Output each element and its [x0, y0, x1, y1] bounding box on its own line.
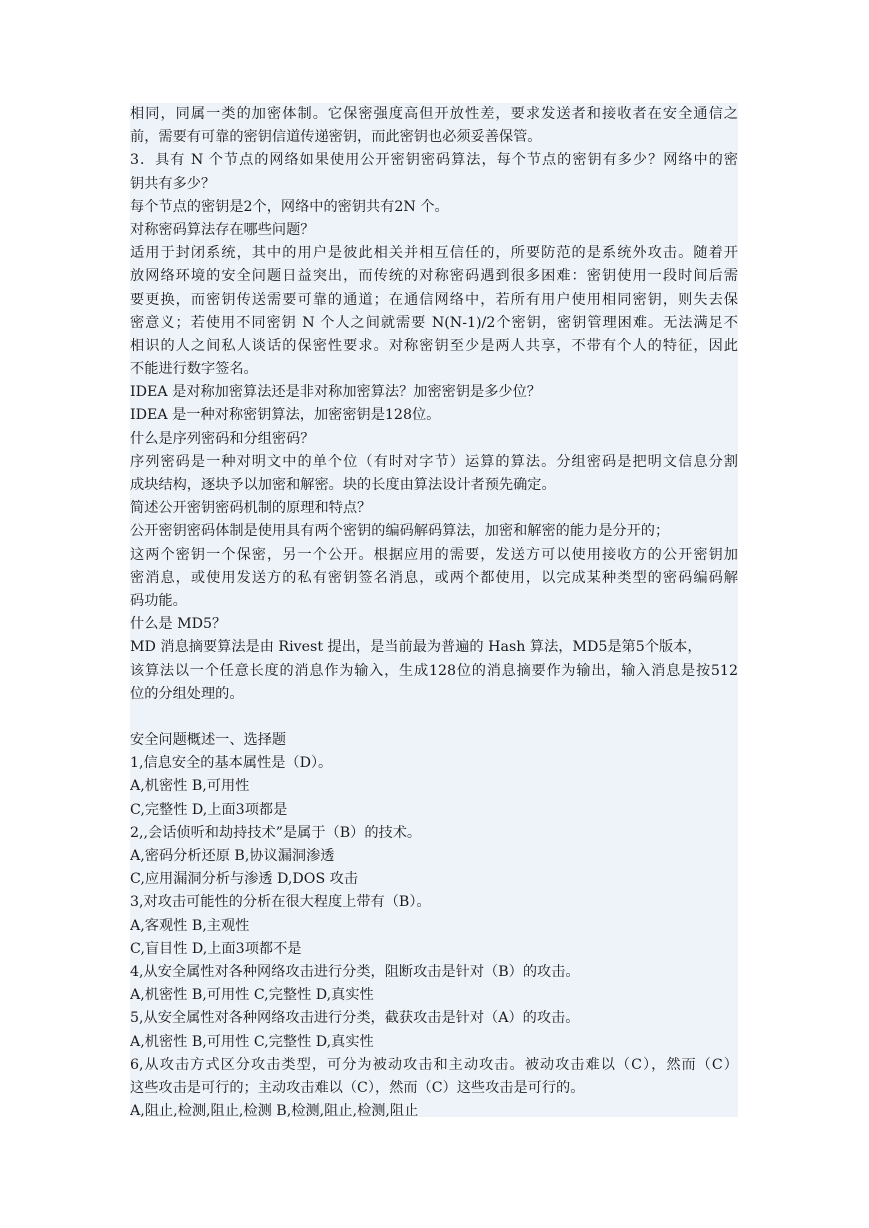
text-line: 3,对攻击可能性的分析在很大程度上带有（B）。: [130, 894, 431, 911]
text-line: C,盲目性 D,上面3项都不是: [130, 940, 302, 957]
text-line: 什么是序列密码和分组密码？: [130, 430, 315, 447]
text-line: 5,从安全属性对各种网络攻击进行分类，截获攻击是针对（A）的攻击。: [130, 1010, 580, 1027]
text-line: 要更换，而密钥传送需要可靠的通道；在通信网络中，若所有用户使用相同密钥，则失去保: [130, 291, 738, 308]
text-line: 密消息，或使用发送方的私有密钥签名消息，或两个都使用，以完成某种类型的密码编码解: [130, 569, 738, 586]
text-line: 码功能。: [130, 592, 187, 609]
text-line: 位的分组处理的。: [130, 685, 244, 702]
text-line: 相同，同属一类的加密体制。它保密强度高但开放性差，要求发送者和接收者在安全通信之: [130, 106, 738, 122]
text-line: 1,信息安全的基本属性是（D）。: [130, 755, 333, 772]
document-page: [130, 103, 738, 1117]
text-line: IDEA 是一种对称密钥算法，加密密钥是128位。: [130, 407, 441, 424]
text-line: 4,从安全属性对各种网络攻击进行分类，阻断攻击是针对（B）的攻击。: [130, 963, 580, 980]
text-line: C,应用漏洞分析与渗透 D,DOS 攻击: [130, 871, 359, 888]
text-line: IDEA 是对称加密算法还是非对称加密算法？加密密钥是多少位？: [130, 384, 541, 401]
text-line: 这些攻击是可行的；主动攻击难以（C），然而（C）这些攻击是可行的。: [130, 1079, 585, 1096]
text-line: A,密码分析还原 B,协议漏洞渗透: [130, 848, 335, 864]
text-line: A,机密性 B,可用性 C,完整性 D,真实性: [130, 1033, 374, 1050]
text-line: 6,从攻击方式区分攻击类型，可分为被动攻击和主动攻击。被动攻击难以（C），然而（C）: [130, 1056, 738, 1073]
text-line: 不能进行数字签名。: [130, 361, 258, 378]
text-line: 密意义；若使用不同密钥 N 个人之间就需要 N(N-1)/2个密钥，密钥管理困难。无法满足不: [130, 314, 738, 331]
text-line: MD 消息摘要算法是由 Rivest 提出，是当前最为普遍的 Hash 算法，MD5是第5个版本，: [130, 639, 702, 656]
text-line: 序列密码是一种对明文中的单个位（有时对字节）运算的算法。分组密码是把明文信息分割: [130, 453, 738, 470]
text-line: 前，需要有可靠的密钥信道传递密钥，而此密钥也必须妥善保管。: [130, 129, 542, 146]
text-line: 简述公开密钥密码机制的原理和特点？: [130, 500, 372, 517]
text-line: 适用于封闭系统，其中的用户是彼此相关并相互信任的，所要防范的是系统外攻击。随着开: [130, 245, 738, 262]
text-line: A,客观性 B,主观性: [130, 917, 250, 934]
text-line: A,机密性 B,可用性: [130, 778, 250, 795]
text-line: 该算法以一个任意长度的消息作为输入，生成128位的消息摘要作为输出，输入消息是按512: [130, 662, 738, 679]
text-line: 什么是 MD5？: [130, 616, 227, 633]
text-line: C,完整性 D,上面3项都是: [130, 801, 288, 818]
text-line: 公开密钥密码体制是使用具有两个密钥的编码解码算法，加密和解密的能力是分开的；: [130, 523, 670, 540]
text-line: 钥共有多少？: [130, 175, 216, 192]
text-line: 放网络环境的安全问题日益突出，而传统的对称密码遇到很多困难：密钥使用一段时间后需: [130, 268, 738, 285]
text-line: 这两个密钥一个保密，另一个公开。根据应用的需要，发送方可以使用接收方的公开密钥加: [130, 546, 738, 563]
text-line: 对称密码算法存在哪些问题？: [130, 221, 315, 238]
text-line: 3．具有 N 个节点的网络如果使用公开密钥密码算法，每个节点的密钥有多少？网络中的密: [130, 152, 738, 169]
blank-line: [130, 706, 738, 729]
text-line: 成块结构，逐块予以加密和解密。块的长度由算法设计者预先确定。: [130, 477, 556, 493]
text-line: 2,,会话侦听和劫持技术”是属于（B）的技术。: [130, 824, 422, 841]
text-line: 每个节点的密钥是2个，网络中的密钥共有2N 个。: [130, 198, 449, 215]
text-line: 安全问题概述一、选择题: [130, 732, 287, 749]
text-line: A,机密性 B,可用性 C,完整性 D,真实性: [130, 987, 374, 1004]
text-line: A,阻止,检测,阻止,检测 B,检测,阻止,检测,阻止: [130, 1103, 419, 1117]
text-line: 相识的人之间私人谈话的保密性要求。对称密钥至少是两人共享，不带有个人的特征，因此: [130, 337, 738, 354]
